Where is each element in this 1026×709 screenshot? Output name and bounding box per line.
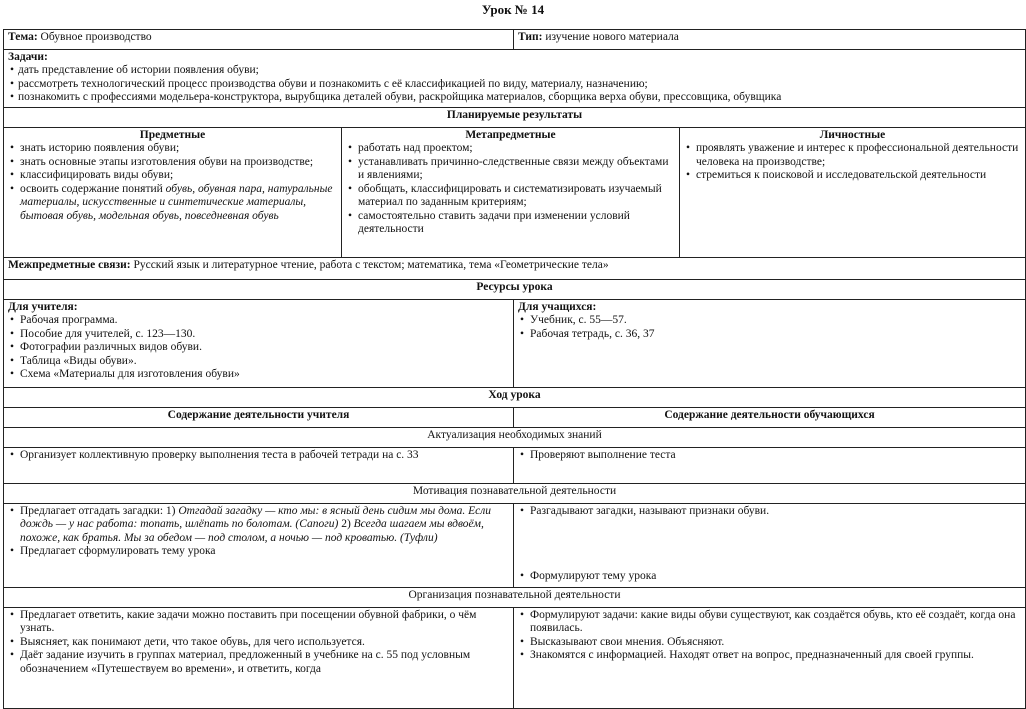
meta-item: • самостоятельно ставить задачи при изменении условий деятельности [346,210,675,237]
stage1-teacher-cell [4,448,514,484]
stage1-students-cell [514,448,1026,484]
resource-item: • Фотографии различных видов обуви. [8,341,509,354]
riddle-1: Отгадай загадку — кто мы: в ясный день сидим мы дома. Если дождь — у нас работа: топать, шлёпать по болотам. (Сапоги) [20,505,491,531]
resources-header: Ресурсы урока [4,280,1026,300]
lesson-plan-table [3,29,1026,709]
subject-item: • знать основные этапы изготовления обуви на производстве; [8,156,337,169]
personal-item: • стремиться к поисковой и исследовательской деятельности [684,169,1021,182]
riddle-2: Всегда шагаем мы вдвоём, похоже, как братья. Мы за обедом — под столом, а ночью — под кроватью. (Туфли) [20,518,484,544]
resource-item: • Рабочая программа. [8,314,509,327]
personal-results-cell [680,128,1026,258]
interdisciplinary-value: Русский язык и литературное чтение, работа с текстом; математика, тема «Геометрические тела» [133,259,609,271]
planned-header: Планируемые результаты [4,108,1026,128]
type-cell [514,30,1026,50]
tasks-cell [4,50,1026,108]
task-item: • дать представление об истории появления обуви; [8,64,1021,77]
stage3-teacher-item: • Выясняет, как понимают дети, что такое обувь, для чего используется. [8,636,509,649]
stage2-teacher-cell [4,504,514,588]
personal-results-title: Личностные [819,129,886,141]
col-teacher-header: Содержание деятельности учителя [4,408,514,428]
col-students-header: Содержание деятельности обучающихся [514,408,1026,428]
topic-value: Обувное производство [40,31,152,43]
meta-results-title: Метапредметные [465,129,556,141]
stage2-title: Мотивация познавательной деятельности [4,484,1026,504]
subject-item-concepts: • освоить содержание понятий обувь, обувная пара, натуральные материалы, искусственные и синтетические материалы, бытовая обувь, модельная обувь, повседневная обувь [8,183,337,223]
stage2-riddles-item: • Предлагает отгадать загадки: 1) Отгадай загадку — кто мы: в ясный день сидим мы дома. Если дождь — у нас работа: топать, шлёпать по болотам. (Сапоги) 2) Всегда шагаем мы вдвоём, похоже, как братья. Мы за обедом — под столом, а ночью — под кроватью. (Туфли) [8,505,509,545]
interdisciplinary-label: Межпредметные связи: [8,259,131,271]
teacher-resources-cell [4,300,514,388]
meta-item: • устанавливать причинно-следственные связи между объектами и явлениями; [346,156,675,183]
student-resources-title: Для учащихся: [518,301,597,313]
stage3-students-item: • Формулируют задачи: какие виды обуви существуют, как создаётся обувь, кто её создаёт, когда она появилась. [518,609,1021,636]
stage1-title: Актуализация необходимых знаний [4,428,1026,448]
student-resources-cell [514,300,1026,388]
teacher-resources-title: Для учителя: [8,301,78,313]
interdisciplinary-cell [4,258,1026,280]
tasks-label: Задачи: [8,51,48,63]
course-header: Ход урока [4,388,1026,408]
subject-results-title: Предметные [139,129,206,141]
stage2-students-cell [514,504,1026,588]
resource-item: • Рабочая тетрадь, с. 36, 37 [518,328,1021,341]
topic-label: Тема: [8,31,38,43]
stage1-teacher-item: • Организует коллективную проверку выполнения теста в рабочей тетради на с. 33 [8,449,509,462]
stage3-students-item: • Знакомятся с информацией. Находят ответ на вопрос, предназначенный для своей группы. [518,649,1021,662]
subject-item: • классифицировать виды обуви; [8,169,337,182]
stage3-students-item: • Высказывают свои мнения. Объясняют. [518,636,1021,649]
subject-item: • знать историю появления обуви; [8,142,337,155]
stage3-title: Организация познавательной деятельности [4,588,1026,608]
resource-item: • Таблица «Виды обуви». [8,355,509,368]
lesson-title: Урок № 14 [481,2,545,17]
stage3-teacher-item: • Предлагает ответить, какие задачи можно поставить при посещении обувной фабрики, о чём узнать. [8,609,509,636]
meta-item: • обобщать, классифицировать и систематизировать изучаемый материал по заданным критериям; [346,183,675,210]
stage3-teacher-cell [4,608,514,709]
stage2-students-item: • Формулируют тему урока [518,570,1021,583]
type-value: изучение нового материала [545,31,679,43]
topic-cell [4,30,514,50]
meta-results-cell [342,128,680,258]
meta-item: • работать над проектом; [346,142,675,155]
subject-results-cell [4,128,342,258]
resource-item: • Схема «Материалы для изготовления обуви» [8,368,509,381]
stage2-teacher-item: • Предлагает сформулировать тему урока [8,545,509,558]
task-item: • познакомить с профессиями модельера-конструктора, вырубщика деталей обуви, раскройщика материалов, сборщика верха обуви, прессовщика, обувщика [8,91,1021,104]
resource-item: • Учебник, с. 55—57. [518,314,1021,327]
stage3-students-cell [514,608,1026,709]
type-label: Тип: [518,31,543,43]
resource-item: • Пособие для учителей, с. 123—130. [8,328,509,341]
stage3-teacher-item: • Даёт задание изучить в группах материал, предложенный в учебнике на с. 55 под условным обозначением «Путешествуем во времени», и ответить, когда [8,649,509,676]
stage2-students-item: • Разгадывают загадки, называют признаки обуви. [518,505,1021,518]
stage1-students-item: • Проверяют выполнение теста [518,449,1021,462]
personal-item: • проявлять уважение и интерес к профессиональной деятельности человека на производстве; [684,142,1021,169]
task-item: • рассмотреть технологический процесс производства обуви и познакомить с её классификацией по виду, материалу, назначению; [8,78,1021,91]
concept-terms: обувь, обувная пара, натуральные материалы, искусственные и синтетические материалы, бытовая обувь, модельная обувь, повседневная обувь [20,182,333,222]
